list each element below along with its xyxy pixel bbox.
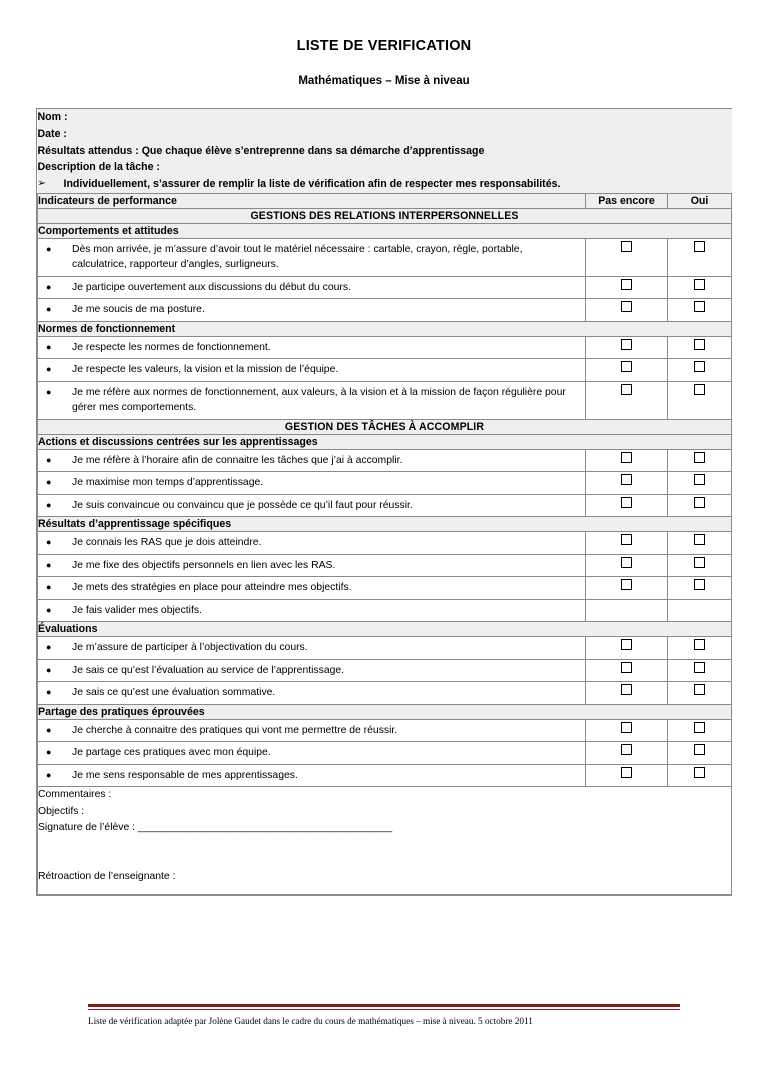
checkbox-cell-pas-encore[interactable] — [586, 682, 668, 705]
checklist-item-cell — [38, 494, 586, 517]
page-title: LISTE DE VERIFICATION — [296, 38, 472, 54]
group-heading-label: Comportements et attitudes — [38, 223, 732, 238]
checklist-row — [38, 276, 732, 299]
checklist-item-text: Je me fixe des objectifs personnels en lien avec les RAS. — [72, 559, 336, 571]
checkbox-cell-oui[interactable] — [668, 659, 732, 682]
checkbox[interactable] — [621, 722, 632, 733]
page-subtitle: Mathématiques – Mise à niveau — [298, 75, 470, 88]
checkbox-cell-oui[interactable] — [668, 682, 732, 705]
checkbox[interactable] — [621, 339, 632, 350]
checkbox-cell-oui — [668, 599, 732, 622]
meta-resultats-attendus: Résultats attendus : Que chaque élève s’entreprenne dans sa démarche d’apprentissage — [37, 144, 485, 157]
bullet-icon: ● — [46, 582, 52, 593]
checkbox-cell-pas-encore[interactable] — [586, 359, 668, 382]
checkbox-cell-pas-encore[interactable] — [586, 659, 668, 682]
checkbox[interactable] — [694, 684, 705, 695]
meta-description-tache: Description de la tâche : — [37, 161, 160, 174]
checklist-item-cell — [38, 532, 586, 555]
group-heading-label: Évaluations — [38, 622, 732, 637]
checkbox[interactable] — [621, 452, 632, 463]
checklist-item-cell — [38, 682, 586, 705]
checkbox-cell-pas-encore[interactable] — [586, 764, 668, 787]
checkbox[interactable] — [621, 767, 632, 778]
checkbox[interactable] — [694, 452, 705, 463]
checkbox[interactable] — [694, 301, 705, 312]
column-header-pas-encore: Pas encore — [586, 193, 668, 208]
checkbox[interactable] — [621, 662, 632, 673]
bullet-icon: ● — [46, 281, 52, 292]
bullet-icon: ● — [46, 604, 52, 615]
checklist-item-text: Je me réfère à l’horaire afin de connaitre les tâches que j’ai à accomplir. — [72, 454, 403, 466]
checklist-row — [38, 494, 732, 517]
checkbox-cell-pas-encore — [586, 599, 668, 622]
checkbox-cell-oui[interactable] — [668, 381, 732, 419]
bullet-icon: ● — [46, 341, 52, 352]
checkbox-cell-pas-encore[interactable] — [586, 449, 668, 472]
checklist-row — [38, 554, 732, 577]
checkbox[interactable] — [621, 279, 632, 290]
checklist-sheet — [36, 108, 732, 896]
checkbox[interactable] — [621, 579, 632, 590]
meta-consigne-text: Individuellement, s’assurer de remplir la liste de vérification afin de respecter mes responsabilités. — [63, 178, 561, 191]
objectifs-label: Objectifs : — [38, 805, 85, 817]
checkbox-cell-pas-encore[interactable] — [586, 299, 668, 322]
bullet-icon: ● — [46, 642, 52, 653]
checklist-row — [38, 719, 732, 742]
meta-header-cell — [38, 109, 732, 193]
column-header-oui: Oui — [668, 193, 732, 208]
checklist-item-text: Je partage ces pratiques avec mon équipe. — [72, 747, 271, 759]
checkbox[interactable] — [621, 384, 632, 395]
checkbox[interactable] — [694, 767, 705, 778]
checkbox[interactable] — [621, 684, 632, 695]
group-heading-label: Normes de fonctionnement — [38, 321, 732, 336]
checkbox-cell-pas-encore[interactable] — [586, 494, 668, 517]
checklist-row — [38, 449, 732, 472]
checklist-item-text: Je me sens responsable de mes apprentissages. — [72, 769, 298, 781]
group-heading-row — [38, 517, 732, 532]
checkbox-cell-pas-encore[interactable] — [586, 276, 668, 299]
checklist-item-text: Je mets des stratégies en place pour atteindre mes objectifs. — [72, 582, 352, 594]
checklist-item-text: Je cherche à connaitre des pratiques qui vont me permettre de réussir. — [72, 724, 398, 736]
section-banner-label: GESTIONS DES RELATIONS INTERPERSONNELLES — [38, 208, 732, 223]
bullet-icon: ● — [46, 454, 52, 465]
checklist-item-text: Je respecte les normes de fonctionnement. — [72, 341, 271, 353]
checklist-row — [38, 299, 732, 322]
bullet-icon: ● — [46, 687, 52, 698]
commentaires-label: Commentaires : — [38, 789, 112, 801]
checklist-table — [37, 109, 732, 895]
checklist-row — [38, 742, 732, 765]
checkbox[interactable] — [621, 639, 632, 650]
checkbox[interactable] — [694, 557, 705, 568]
checkbox-cell-pas-encore[interactable] — [586, 532, 668, 555]
free-text-cell[interactable] — [38, 787, 732, 895]
retroaction-label: Rétroaction de l’enseignante : — [38, 870, 176, 882]
checklist-item-cell — [38, 599, 586, 622]
footer-rule-thick — [88, 1004, 680, 1007]
checklist-item-text: Je connais les RAS que je dois atteindre. — [72, 537, 262, 549]
checklist-item-cell — [38, 659, 586, 682]
checkbox-cell-oui[interactable] — [668, 742, 732, 765]
checklist-item-text: Je me réfère aux normes de fonctionnement, aux valeurs, à la vision et à la mission de façon régulière pour gérer mes comportements. — [72, 386, 566, 414]
bullet-icon: ● — [46, 304, 52, 315]
checkbox[interactable] — [621, 557, 632, 568]
checkbox-cell-pas-encore[interactable] — [586, 238, 668, 276]
free-text-spacer — [38, 837, 731, 869]
checklist-item-text: Je m’assure de participer à l’objectivation du cours. — [72, 642, 308, 654]
group-heading-label: Actions et discussions centrées sur les apprentissages — [38, 434, 732, 449]
checkbox[interactable] — [621, 744, 632, 755]
checkbox-cell-oui[interactable] — [668, 554, 732, 577]
checkbox[interactable] — [694, 744, 705, 755]
checklist-item-cell — [38, 299, 586, 322]
checkbox[interactable] — [694, 339, 705, 350]
group-heading-row — [38, 704, 732, 719]
checklist-row — [38, 659, 732, 682]
checkbox[interactable] — [694, 241, 705, 252]
checklist-row — [38, 472, 732, 495]
checkbox-cell-oui[interactable] — [668, 764, 732, 787]
checklist-item-cell — [38, 764, 586, 787]
checklist-row — [38, 577, 732, 600]
section-banner-row — [38, 419, 732, 434]
arrow-bullet-icon: ➢ — [37, 178, 46, 190]
checklist-item-cell — [38, 359, 586, 382]
checkbox[interactable] — [694, 474, 705, 485]
group-heading-row — [38, 223, 732, 238]
checklist-item-cell — [38, 577, 586, 600]
bullet-icon: ● — [46, 664, 52, 675]
checklist-row — [38, 682, 732, 705]
bullet-icon: ● — [46, 769, 52, 780]
column-header-label: Indicateurs de performance — [38, 193, 586, 208]
meta-date: Date : — [37, 127, 67, 140]
checklist-row — [38, 381, 732, 419]
section-banner-row — [38, 208, 732, 223]
checklist-row — [38, 238, 732, 276]
checklist-item-cell — [38, 719, 586, 742]
bullet-icon: ● — [46, 243, 52, 254]
checklist-item-cell — [38, 336, 586, 359]
checklist-item-text: Je me soucis de ma posture. — [72, 304, 205, 316]
checklist-item-cell — [38, 637, 586, 660]
checkbox-cell-pas-encore[interactable] — [586, 554, 668, 577]
checklist-row — [38, 532, 732, 555]
checkbox-cell-pas-encore[interactable] — [586, 742, 668, 765]
checklist-item-text: Je fais valider mes objectifs. — [72, 604, 202, 616]
checkbox[interactable] — [621, 241, 632, 252]
group-heading-label: Partage des pratiques éprouvées — [38, 704, 732, 719]
bullet-icon: ● — [46, 537, 52, 548]
checkbox-cell-pas-encore[interactable] — [586, 719, 668, 742]
checklist-item-text: Je participe ouvertement aux discussions du début du cours. — [72, 281, 351, 293]
checkbox[interactable] — [694, 279, 705, 290]
meta-nom: Nom : — [37, 111, 68, 123]
checklist-item-cell — [38, 449, 586, 472]
checklist-row — [38, 336, 732, 359]
checkbox[interactable] — [621, 497, 632, 508]
group-heading-row — [38, 321, 732, 336]
checklist-item-cell — [38, 742, 586, 765]
section-banner-label: GESTION DES TÂCHES À ACCOMPLIR — [38, 419, 732, 434]
checkbox-cell-oui[interactable] — [668, 532, 732, 555]
checkbox-cell-pas-encore[interactable] — [586, 472, 668, 495]
signature-line: Signature de l’élève : ____________________________________________ — [38, 822, 393, 834]
checklist-item-cell — [38, 238, 586, 276]
checkbox-cell-pas-encore[interactable] — [586, 381, 668, 419]
checklist-row — [38, 637, 732, 660]
checklist-item-cell — [38, 276, 586, 299]
bullet-icon: ● — [46, 477, 52, 488]
checkbox-cell-oui[interactable] — [668, 238, 732, 276]
checkbox-cell-oui[interactable] — [668, 472, 732, 495]
checklist-item-cell — [38, 554, 586, 577]
checkbox[interactable] — [694, 662, 705, 673]
checkbox[interactable] — [694, 579, 705, 590]
checkbox-cell-oui[interactable] — [668, 299, 732, 322]
footer-credit-text: Liste de vérification adaptée par Jolène Gaudet dans le cadre du cours de mathématiques – mise à niveau. 5 octobre 2011 — [88, 1015, 533, 1026]
checklist-item-text: Je maximise mon temps d’apprentissage. — [72, 477, 264, 489]
free-text-row — [38, 787, 732, 895]
checklist-body — [38, 109, 732, 895]
checkbox-cell-oui[interactable] — [668, 336, 732, 359]
checkbox[interactable] — [621, 301, 632, 312]
checkbox[interactable] — [621, 474, 632, 485]
checkbox-cell-pas-encore[interactable] — [586, 577, 668, 600]
checkbox[interactable] — [694, 497, 705, 508]
bullet-icon: ● — [46, 386, 52, 397]
checkbox-cell-oui[interactable] — [668, 359, 732, 382]
bullet-icon: ● — [46, 747, 52, 758]
column-header-row — [38, 193, 732, 208]
checklist-row — [38, 359, 732, 382]
checkbox[interactable] — [694, 361, 705, 372]
meta-header-row — [38, 109, 732, 193]
checklist-item-text: Je sais ce qu’est l’évaluation au service de l’apprentissage. — [72, 664, 345, 676]
checkbox[interactable] — [694, 722, 705, 733]
page-footer — [88, 1004, 680, 1028]
checkbox-cell-pas-encore[interactable] — [586, 336, 668, 359]
checklist-item-cell — [38, 381, 586, 419]
checkbox-cell-oui[interactable] — [668, 494, 732, 517]
checklist-row — [38, 764, 732, 787]
bullet-icon: ● — [46, 499, 52, 510]
checkbox-cell-oui[interactable] — [668, 276, 732, 299]
checkbox-cell-oui[interactable] — [668, 637, 732, 660]
checklist-item-cell — [38, 472, 586, 495]
bullet-icon: ● — [46, 559, 52, 570]
checklist-row — [38, 599, 732, 622]
checklist-item-text: Je sais ce qu’est une évaluation sommative. — [72, 687, 276, 699]
checkbox[interactable] — [621, 534, 632, 545]
group-heading-label: Résultats d’apprentissage spécifiques — [38, 517, 732, 532]
checklist-item-text: Je respecte les valeurs, la vision et la mission de l’équipe. — [72, 364, 339, 376]
checklist-item-text: Dès mon arrivée, je m’assure d’avoir tout le matériel nécessaire : cartable, crayon, règle, portable, calculatrice, rapporteur d’angles, surligneurs. — [72, 243, 523, 271]
group-heading-row — [38, 622, 732, 637]
checkbox[interactable] — [694, 534, 705, 545]
checkbox[interactable] — [694, 639, 705, 650]
meta-consigne-row — [38, 176, 732, 193]
checkbox-cell-oui[interactable] — [668, 449, 732, 472]
group-heading-row — [38, 434, 732, 449]
checklist-item-text: Je suis convaincue ou convaincu que je possède ce qu’il faut pour réussir. — [72, 499, 413, 511]
checkbox-cell-oui[interactable] — [668, 577, 732, 600]
checkbox-cell-oui[interactable] — [668, 719, 732, 742]
checkbox-cell-pas-encore[interactable] — [586, 637, 668, 660]
checkbox[interactable] — [621, 361, 632, 372]
checkbox[interactable] — [694, 384, 705, 395]
bullet-icon: ● — [46, 724, 52, 735]
bullet-icon: ● — [46, 364, 52, 375]
